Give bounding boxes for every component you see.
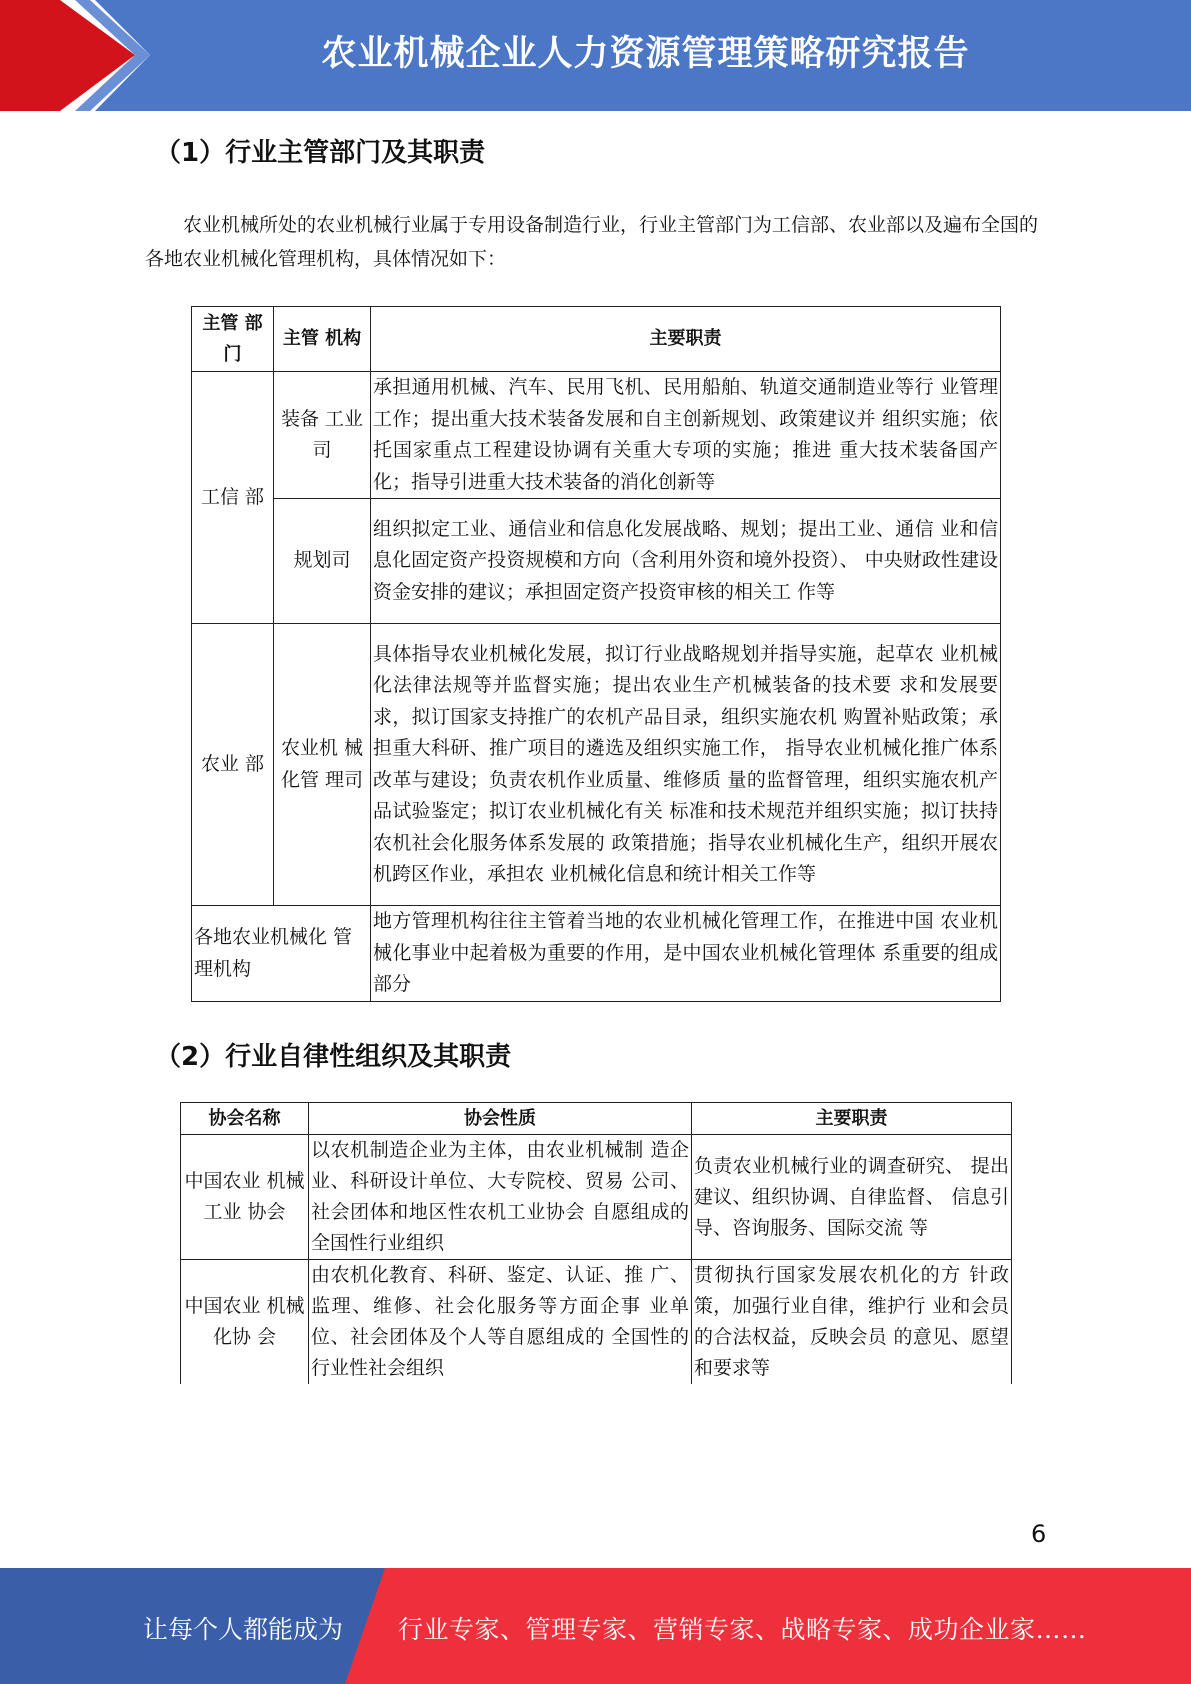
table-row: [192, 372, 1001, 499]
header-banner: [0, 0, 1191, 111]
org-cell: 农业机 械化管 理司: [274, 624, 371, 906]
authority-table: [191, 306, 1001, 1002]
duty-cell: 地方管理机构往往主管着当地的农业机械化管理工作，在推进中国 农业机械化事业中起着极为重要的作用，是中国农业机械化管理体 系重要的组成部分: [371, 906, 1001, 1002]
table-row: [192, 499, 1001, 624]
intro-paragraph: 农业机械所处的农业机械行业属于专用设备制造行业，行业主管部门为工信部、农业部以及遍布全国的各地农业机械化管理机构，具体情况如下：: [145, 214, 1039, 270]
table-header-row: [181, 1103, 1012, 1135]
duty-cell: 承担通用机械、汽车、民用飞机、民用船舶、轨道交通制造业等行 业管理工作；提出重大技术装备发展和自主创新规划、政策建议并 组织实施；依托国家重点工程建设协调有关重大专项的实施；推进 重大技术装备国产化；指导引进重大技术装备的消化创新等: [371, 372, 1001, 499]
footer-banner: [0, 1568, 1191, 1684]
org-cell: 装备 工业司: [274, 372, 371, 499]
dept-cell: 工信 部: [192, 372, 274, 624]
footer-slogan-left: 让每个人都能成为: [143, 1615, 344, 1644]
col-header-nature: 协会性质: [309, 1103, 692, 1135]
association-duty-cell: 贯彻执行国家发展农机化的方 针政策，加强行业自律，维护行 业和会员的合法权益，反映会员 的意见、愿望和要求等: [692, 1260, 1012, 1385]
association-name-cell: 中国农业 机械化协 会: [181, 1260, 309, 1385]
footer-slogan-right: 行业专家、管理专家、营销专家、战略专家、成功企业家……: [398, 1615, 1087, 1644]
association-nature-cell: 以农机制造企业为主体，由农业机械制 造企业、科研设计单位、大专院校、贸易 公司、社会团体和地区性农机工业协会 自愿组成的全国性行业组织: [309, 1135, 692, 1260]
duty-cell: 组织拟定工业、通信业和信息化发展战略、规划；提出工业、通信 业和信息化固定资产投资规模和方向（含利用外资和境外投资）、 中央财政性建设资金安排的建议；承担固定资产投资审核的相关工 作等: [371, 499, 1001, 624]
page-number: 6: [1031, 1520, 1047, 1548]
association-nature-cell: 由农机化教育、科研、鉴定、认证、推 广、监理、维修、社会化服务等方面企事 业单位、社会团体及个人等自愿组成的 全国性的行业性社会组织: [309, 1260, 692, 1385]
col-header-duty: 主要职责: [692, 1103, 1012, 1135]
dept-cell: 农业 部: [192, 624, 274, 906]
col-header-name: 协会名称: [181, 1103, 309, 1135]
association-table: [180, 1102, 1012, 1384]
association-duty-cell: 负责农业机械行业的调查研究、 提出建议、组织协调、自律监督、 信息引导、咨询服务、国际交流 等: [692, 1135, 1012, 1260]
table-row: [181, 1260, 1012, 1385]
association-name-cell: 中国农业 机械工业 协会: [181, 1135, 309, 1260]
col-header-org: 主管 机构: [274, 307, 371, 372]
table-row: [181, 1135, 1012, 1260]
col-header-dept: 主管 部门: [192, 307, 274, 372]
duty-cell: 具体指导农业机械化发展，拟订行业战略规划并指导实施，起草农 业机械化法律法规等并监督实施；提出农业生产机械装备的技术要 求和发展要求，拟订国家支持推广的农机产品目录，组织实施农机 购置补贴政策；承担重大科研、推广项目的遴选及组织实施工作， 指导农业机械化推广体系改革与建设；负责农机作业质量、维修质 量的监督管理，组织实施农机产品试验鉴定；拟订农业机械化有关 标准和技术规范并组织实施；拟订扶持农机社会化服务体系发展的 政策措施；指导农业机械化生产，组织开展农机跨区作业，承担农 业机械化信息和统计相关工作等: [371, 624, 1001, 906]
org-cell: 规划司: [274, 499, 371, 624]
table-row: [192, 906, 1001, 1002]
section-heading-2: （2）行业自律性组织及其职责: [155, 1042, 512, 1072]
col-header-duty: 主要职责: [371, 307, 1001, 372]
section-heading-1: （1）行业主管部门及其职责: [155, 138, 486, 168]
table-row: [192, 624, 1001, 906]
table-header-row: [192, 307, 1001, 372]
dept-cell: 各地农业机械化 管理机构: [192, 906, 371, 1002]
report-title: 农业机械企业人力资源管理策略研究报告: [321, 34, 970, 74]
